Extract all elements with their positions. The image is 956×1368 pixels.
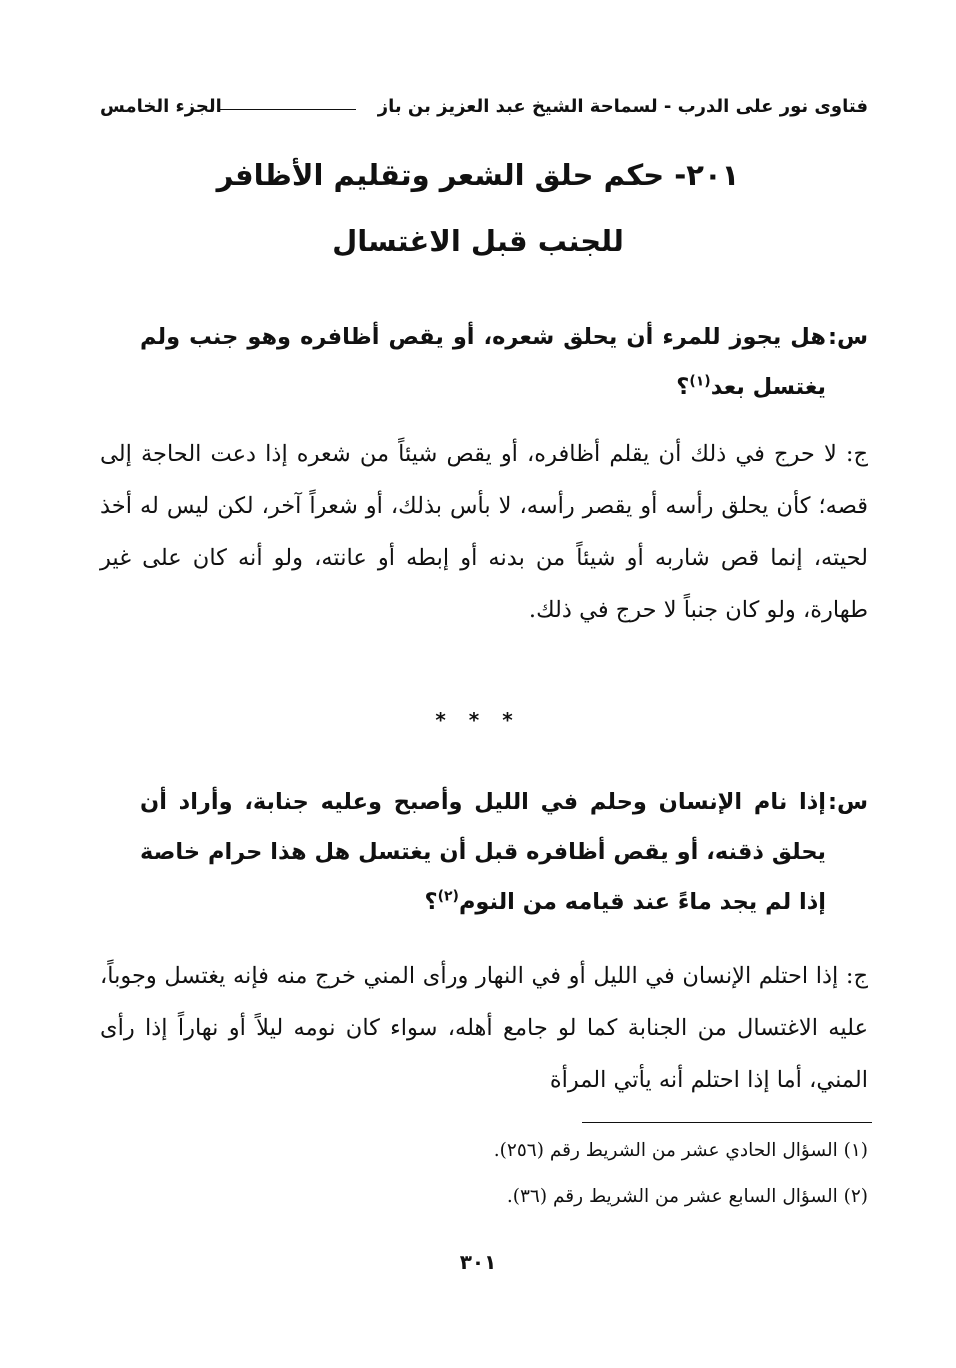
header-volume: الجزء الخامس [100, 96, 222, 117]
question-label: س: [827, 789, 868, 815]
header-book-title: فتاوى نور على الدرب - لسماحة الشيخ عبد العزيز بن باز [377, 96, 868, 117]
footnote-1: (١) السؤال الحادي عشر من الشريط رقم (٢٥٦). [493, 1140, 868, 1161]
footnote-2: (٢) السؤال السابع عشر من الشريط رقم (٣٦). [506, 1186, 868, 1207]
question-2 [100, 777, 868, 927]
footnote-ref: (١) [689, 373, 711, 390]
footnote-rule [582, 1122, 872, 1123]
question-mark: ؟ [676, 374, 690, 400]
chapter-title-line-1: ٢٠١- حكم حلق الشعر وتقليم الأظافر [216, 158, 740, 192]
footnotes [100, 1128, 868, 1220]
question-1 [100, 312, 868, 412]
question-text: إذا نام الإنسان وحلم في الليل وأصبح وعليه جنابة، وأراد أن يحلق ذقنه، أو يقص أظافره قبل أن يغتسل هل هذا حرام خاصة إذا لم يجد ماءً عند قيامه من النوم [140, 789, 826, 915]
question-mark: ؟ [424, 889, 438, 915]
question-label: س: [827, 324, 868, 350]
section-separator: * * * [435, 708, 521, 732]
page-number: ٣٠١ [459, 1250, 497, 1274]
header-rule [220, 109, 356, 110]
question-text: هل يجوز للمرء أن يحلق شعره، أو يقص أظافره وهو جنب ولم يغتسل بعد [140, 324, 826, 400]
chapter-title-line-2: للجنب قبل الاغتسال [332, 224, 624, 258]
answer-1: ج: لا حرج في ذلك أن يقلم أظافره، أو يقص شيئاً من شعره إذا دعت الحاجة إلى قصه؛ كأن يحلق رأسه أو يقصر رأسه، لا بأس بذلك، أو شعراً آخر، لكن ليس له أخذ لحيته، إنما قص شاربه أو شيئاً من بدنه أو إبطه أو عانته، ولو أنه كان على غير طهارة، ولو كان جنباً لا حرج في ذلك. [100, 441, 868, 623]
footnote-ref: (٢) [437, 888, 459, 905]
running-header [100, 92, 868, 122]
answer-2: ج: إذا احتلم الإنسان في الليل أو في النهار ورأى المني خرج منه فإنه يغتسل وجوباً، عليه الاغتسال من الجنابة كما لو جامع أهله، سواء كان نومه ليلاً أو نهاراً إذا رأى المني، أما إذا احتلم أنه يأتي المرأة [100, 963, 868, 1093]
